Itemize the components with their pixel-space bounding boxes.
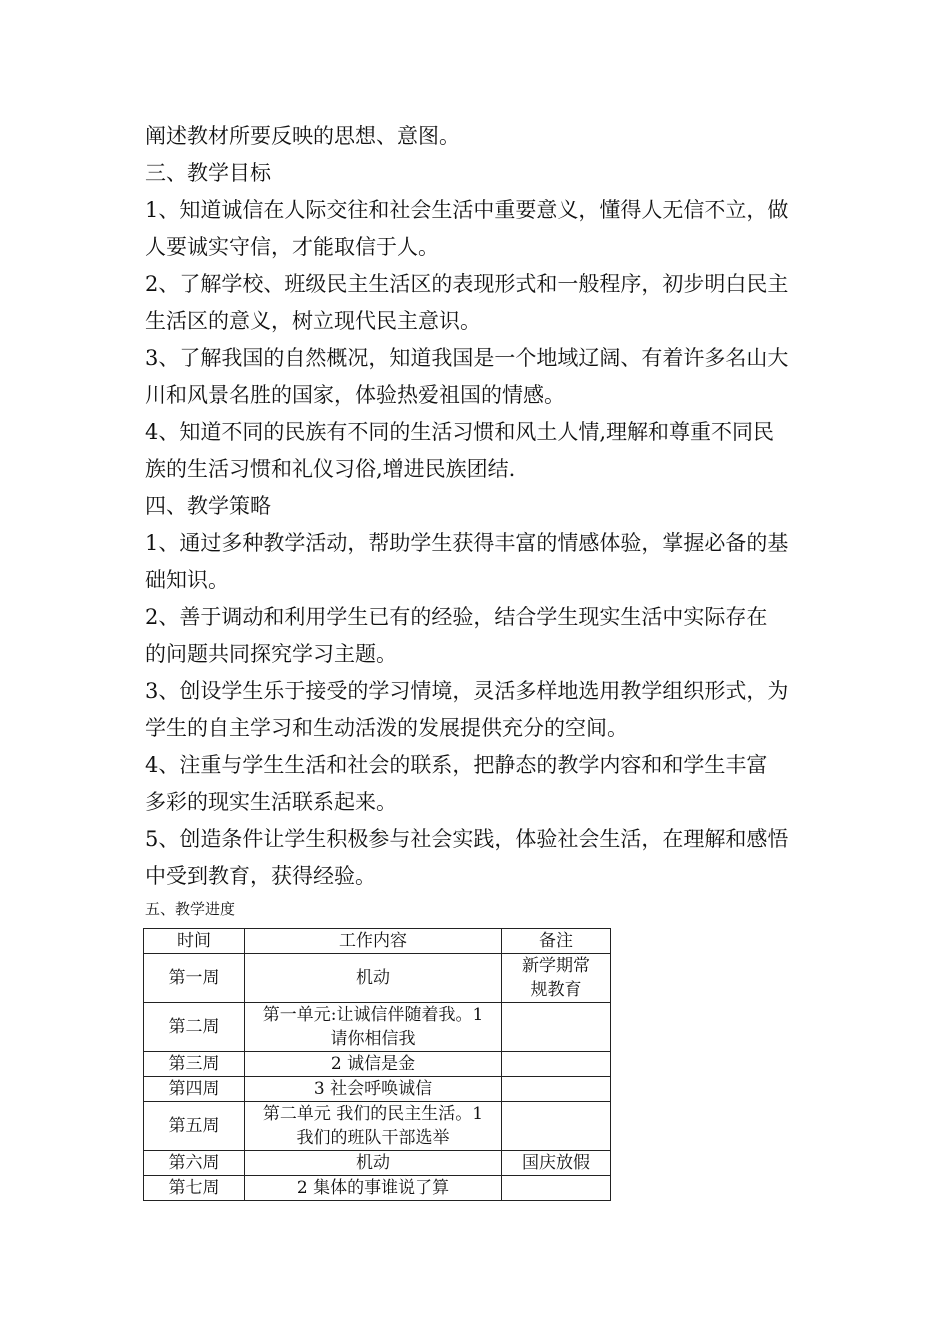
text-line: 川和风景名胜的国家，体验热爱祖国的情感。 [145, 383, 565, 407]
week-cell: 第五周 [144, 1102, 245, 1151]
header-time: 时间 [144, 929, 245, 954]
table-row [144, 954, 611, 1003]
text-line: 1、知道诚信在人际交往和社会生活中重要意义，懂得人无信不立，做 [145, 198, 789, 222]
schedule-table [143, 928, 611, 1201]
text-line: 4、知道不同的民族有不同的生活习惯和风土人情,理解和尊重不同民 [145, 420, 775, 444]
header-content: 工作内容 [245, 929, 502, 954]
text-line: 中受到教育，获得经验。 [145, 864, 376, 888]
content-line: 我们的班队干部选举 [296, 1128, 450, 1148]
text-line: 3、创设学生乐于接受的学习情境，灵活多样地选用教学组织形式，为 [145, 679, 789, 703]
content-cell: 机动 [245, 1151, 502, 1176]
text-line: 础知识。 [145, 568, 229, 592]
content-line: 机动 [356, 968, 390, 988]
content-cell: 2 诚信是金 [245, 1052, 502, 1077]
content-line: 第一单元:让诚信伴随着我。1 [262, 1005, 484, 1025]
table-row [144, 1077, 611, 1102]
note-cell [502, 1102, 611, 1151]
week-cell: 第二周 [144, 1003, 245, 1052]
section-heading-goals: 三、教学目标 [145, 161, 271, 185]
note-cell [502, 1003, 611, 1052]
content-cell: 3 社会呼唤诚信 [245, 1077, 502, 1102]
note-cell [502, 1077, 611, 1102]
week-cell: 第三周 [144, 1052, 245, 1077]
text-line: 2、了解学校、班级民主生活区的表现形式和一般程序，初步明白民主 [145, 272, 789, 296]
content-line: 请你相信我 [330, 1029, 416, 1049]
table-header-row [144, 929, 611, 954]
note-cell [502, 954, 611, 1003]
note-cell [502, 1176, 611, 1201]
week-cell: 第六周 [144, 1151, 245, 1176]
content-cell [245, 1003, 502, 1052]
text-line: 人要诚实守信，才能取信于人。 [145, 235, 439, 259]
content-cell [245, 1102, 502, 1151]
text-line: 2、善于调动和利用学生已有的经验，结合学生现实生活中实际存在 [145, 605, 768, 629]
header-notes: 备注 [502, 929, 611, 954]
week-cell: 第七周 [144, 1176, 245, 1201]
note-line: 新学期常 [522, 956, 590, 976]
content-cell [245, 954, 502, 1003]
text-line: 3、了解我国的自然概况，知道我国是一个地域辽阔、有着许多名山大 [145, 346, 789, 370]
week-cell: 第四周 [144, 1077, 245, 1102]
text-line: 1、通过多种教学活动，帮助学生获得丰富的情感体验，掌握必备的基 [145, 531, 789, 555]
text-line: 4、注重与学生生活和社会的联系，把静态的教学内容和和学生丰富 [145, 753, 768, 777]
text-line: 多彩的现实生活联系起来。 [145, 790, 397, 814]
text-line: 学生的自主学习和生动活泼的发展提供充分的空间。 [145, 716, 628, 740]
content-cell: 2 集体的事谁说了算 [245, 1176, 502, 1201]
content-line: 第二单元 我们的民主生活。1 [262, 1104, 484, 1124]
note-line: 规教育 [530, 980, 582, 1000]
table-row [144, 1003, 611, 1052]
note-cell [502, 1052, 611, 1077]
text-line: 的问题共同探究学习主题。 [145, 642, 397, 666]
section-heading-strategy: 四、教学策略 [145, 494, 271, 518]
table-row [144, 1052, 611, 1077]
table-row [144, 1102, 611, 1151]
week-cell: 第一周 [144, 954, 245, 1003]
schedule-heading: 五、教学进度 [145, 900, 236, 918]
table-row [144, 1151, 611, 1176]
text-line: 5、创造条件让学生积极参与社会实践，体验社会生活，在理解和感悟 [145, 827, 789, 851]
text-line: 生活区的意义，树立现代民主意识。 [145, 309, 481, 333]
table-row [144, 1176, 611, 1201]
text-line: 族的生活习惯和礼仪习俗,增进民族团结. [145, 457, 516, 481]
note-cell: 国庆放假 [502, 1151, 611, 1176]
text-line: 阐述教材所要反映的思想、意图。 [145, 124, 460, 148]
body-text [145, 118, 810, 895]
